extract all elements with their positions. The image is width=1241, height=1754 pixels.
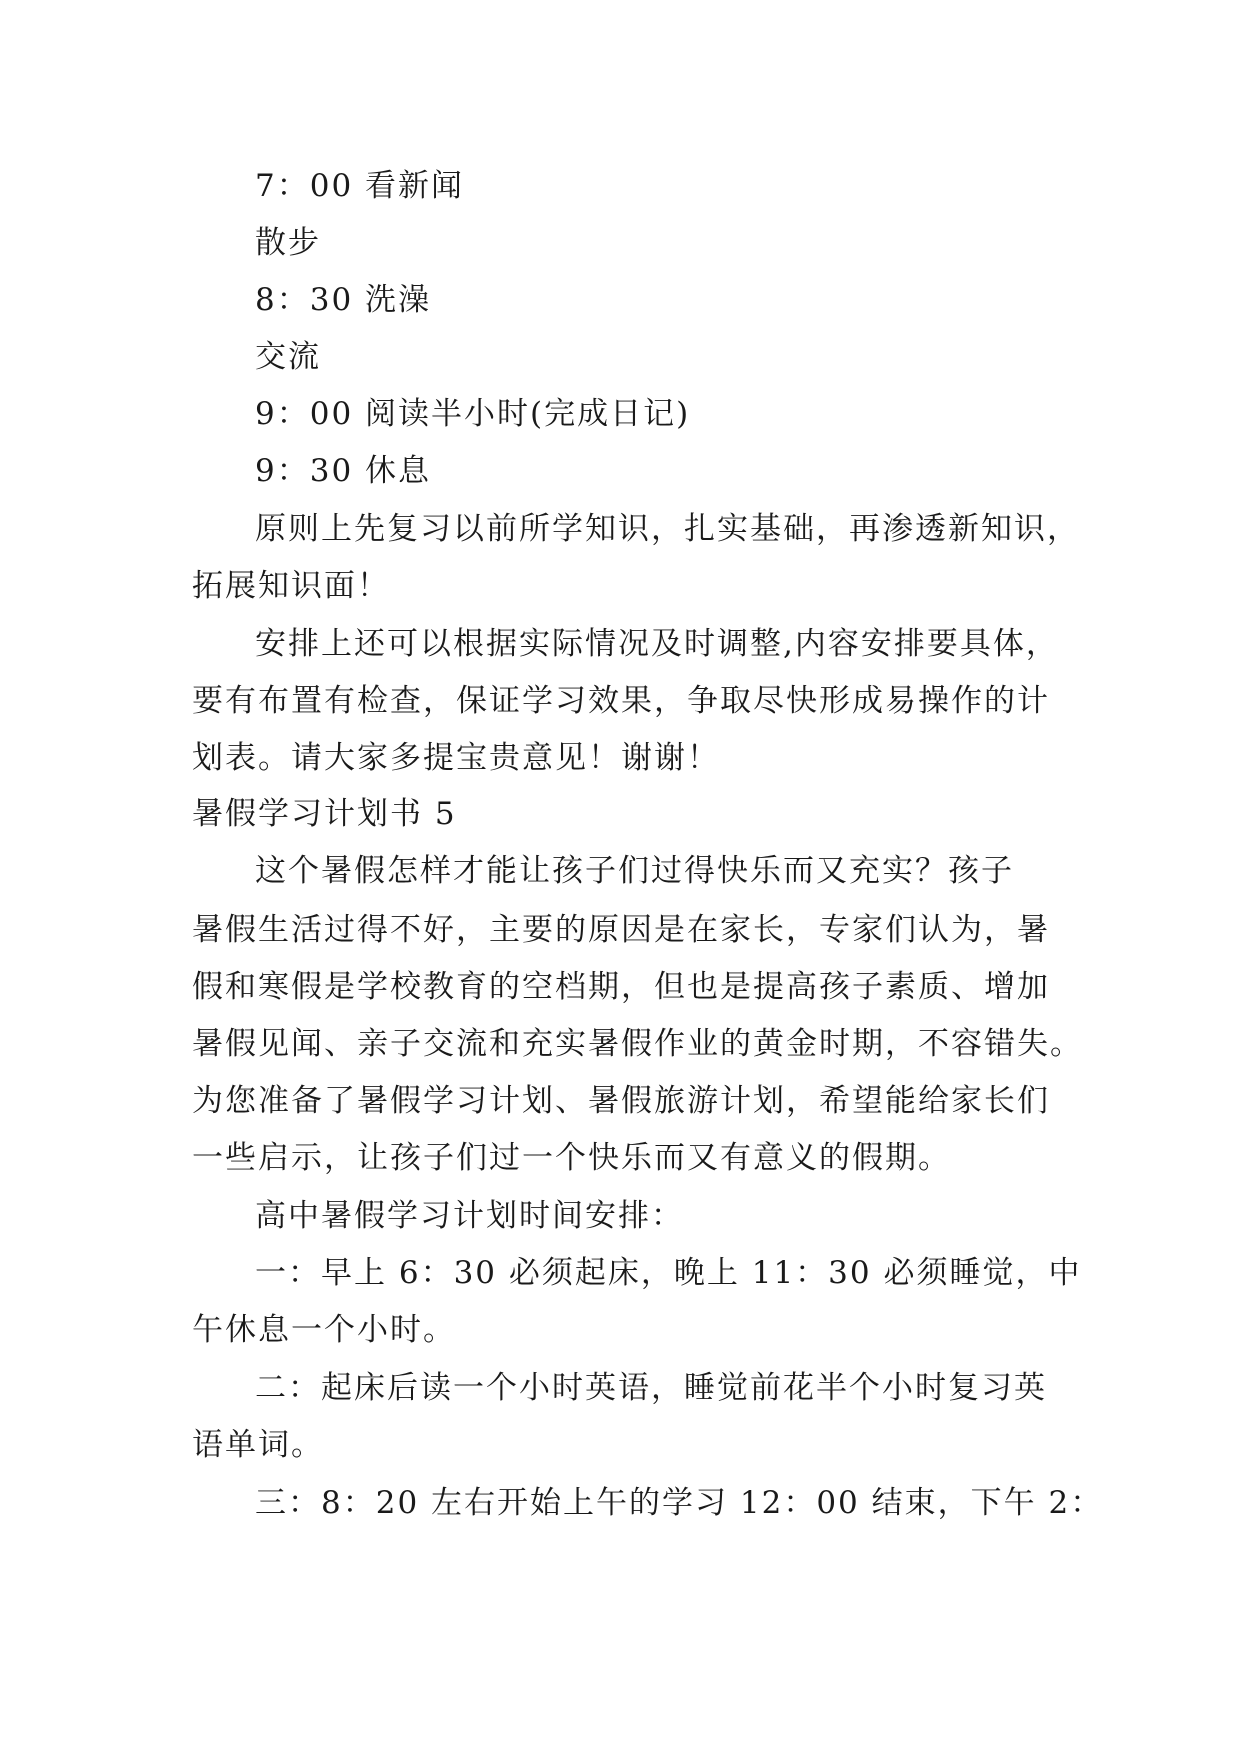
schedule-line: 7：00 看新闻 bbox=[255, 168, 465, 204]
paragraph-line: 暑假见闻、亲子交流和充实暑假作业的黄金时期，不容错失。 bbox=[192, 1026, 1083, 1062]
list-item-line: 午休息一个小时。 bbox=[192, 1312, 456, 1348]
paragraph-line: 安排上还可以根据实际情况及时调整,内容安排要具体， bbox=[255, 626, 1059, 662]
paragraph-line: 拓展知识面！ bbox=[192, 568, 390, 604]
schedule-line: 散步 bbox=[255, 225, 321, 261]
schedule-line: 9：30 休息 bbox=[255, 453, 432, 489]
subheading: 高中暑假学习计划时间安排： bbox=[255, 1198, 684, 1234]
schedule-line: 交流 bbox=[255, 339, 321, 375]
list-item-line: 三：8：20 左右开始上午的学习 12：00 结束，下午 2： bbox=[255, 1485, 1104, 1521]
schedule-line: 8：30 洗澡 bbox=[255, 282, 432, 318]
paragraph-line: 原则上先复习以前所学知识，扎实基础，再渗透新知识， bbox=[255, 511, 1080, 547]
schedule-line: 9：00 阅读半小时(完成日记) bbox=[255, 396, 691, 432]
list-item-line: 语单词。 bbox=[192, 1427, 324, 1463]
paragraph-line: 这个暑假怎样才能让孩子们过得快乐而又充实？孩子 bbox=[255, 853, 1014, 889]
paragraph-line: 划表。请大家多提宝贵意见！谢谢！ bbox=[192, 740, 720, 776]
list-item-line: 一：早上 6：30 必须起床，晚上 11：30 必须睡觉，中 bbox=[255, 1255, 1082, 1291]
section-title: 暑假学习计划书 5 bbox=[192, 796, 457, 832]
paragraph-line: 假和寒假是学校教育的空档期，但也是提高孩子素质、增加 bbox=[192, 969, 1050, 1005]
paragraph-line: 一些启示，让孩子们过一个快乐而又有意义的假期。 bbox=[192, 1140, 951, 1176]
paragraph-line: 为您准备了暑假学习计划、暑假旅游计划，希望能给家长们 bbox=[192, 1083, 1050, 1119]
paragraph-line: 要有布置有检查，保证学习效果，争取尽快形成易操作的计 bbox=[192, 683, 1050, 719]
paragraph-line: 暑假生活过得不好，主要的原因是在家长，专家们认为，暑 bbox=[192, 912, 1050, 948]
list-item-line: 二：起床后读一个小时英语，睡觉前花半个小时复习英 bbox=[255, 1370, 1047, 1406]
